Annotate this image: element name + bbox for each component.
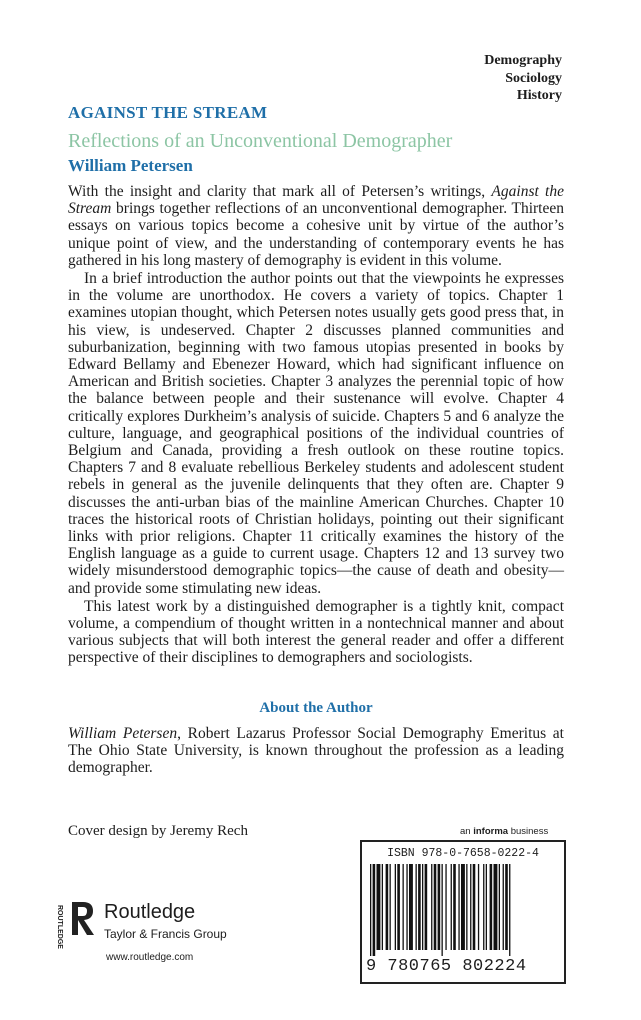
routledge-vertical-mark: ROUTLEDGE	[56, 905, 63, 949]
book-author: William Petersen	[68, 156, 193, 175]
cover-design-credit: Cover design by Jeremy Rech	[68, 823, 248, 839]
subject-history: History	[516, 88, 562, 103]
isbn-label: ISBN 978-0-7658-0222-4	[387, 847, 539, 860]
subject-demography: Demography	[484, 53, 562, 68]
subject-sociology: Sociology	[505, 70, 562, 86]
publisher-name: Routledge	[104, 901, 196, 923]
subject-categories	[484, 52, 562, 105]
description	[68, 183, 564, 668]
publisher-group: Taylor & Francis Group	[104, 927, 227, 941]
informa-business-mark: an informa business	[460, 826, 549, 837]
routledge-logo-icon	[68, 898, 98, 938]
description-paragraph-1: With the insight and clarity that mark all of Petersen’s writings, Against the Stream brings together reflections of an unconventional demographer. Thirteen essays on various topics become a cohesive unit by virtue of the author’s unique point of view, and the understanding of contemporary events he has gathered in his long mastery of demography is evident in this volume.	[68, 183, 564, 269]
book-subtitle: Reflections of an Unconventional Demographer	[68, 130, 453, 152]
description-paragraph-2: In a brief introduction the author points out that the viewpoints he expresses in the volume are unorthodox. He covers a variety of topics. Chapter 1 examines utopian thought, which Petersen notes usually gets good press that, in his view, is undeserved. Chapter 2 discusses planned communities and suburbanization, beginning with two famous utopias presented in books by Edward Bellamy and Ebenezer Howard, which had significant influence on American and British societies. Chapter 3 analyzes the perennial topic of how the balance between people and their sustenance will evolve. Chapter 4 critically explores Durkheim’s analysis of suicide. Chapters 5 and 6 analyze the culture, language, and geographical positions of the individual countries of Belgium and Canada, providing a fresh outlook on these routine topics. Chapters 7 and 8 evaluate rebellious Berkeley students and adolescent student rebels in general as the juvenile delinquents that they often are. Chapter 9 discusses the anti-urban bias of the mainline American Churches. Chapter 10 traces the historical roots of Christian holidays, pointing out their significant links with prior religions. Chapter 11 critically examines the history of the English language as a guide to current usage. Chapters 12 and 13 survey two widely misunderstood demographic topics—the cause of death and obesity—and provide some stimulating new ideas.	[68, 270, 564, 597]
isbn-digits: 9 780765 802224	[366, 957, 527, 976]
barcode-box	[360, 840, 566, 984]
publisher-url[interactable]: www.routledge.com	[106, 952, 194, 963]
about-author-name: William Petersen	[68, 725, 178, 742]
about-author-heading: About the Author	[259, 700, 373, 716]
about-author-text: William Petersen, Robert Lazarus Professor Social Demography Emeritus at The Ohio State University, is known throughout the profession as a leading demographer.	[68, 725, 564, 777]
book-title-italic: Against the Stream	[68, 183, 564, 218]
informa-brand: informa	[473, 826, 509, 837]
description-paragraph-3: This latest work by a distinguished demographer is a tightly knit, compact volume, a compendium of thought written in a nontechnical manner and about various subjects that will both interest the general reader and offer a different perspective of their disciplines to demographers and sociologists.	[68, 597, 564, 667]
book-title: AGAINST THE STREAM	[68, 103, 268, 122]
barcode-bars	[370, 864, 558, 956]
